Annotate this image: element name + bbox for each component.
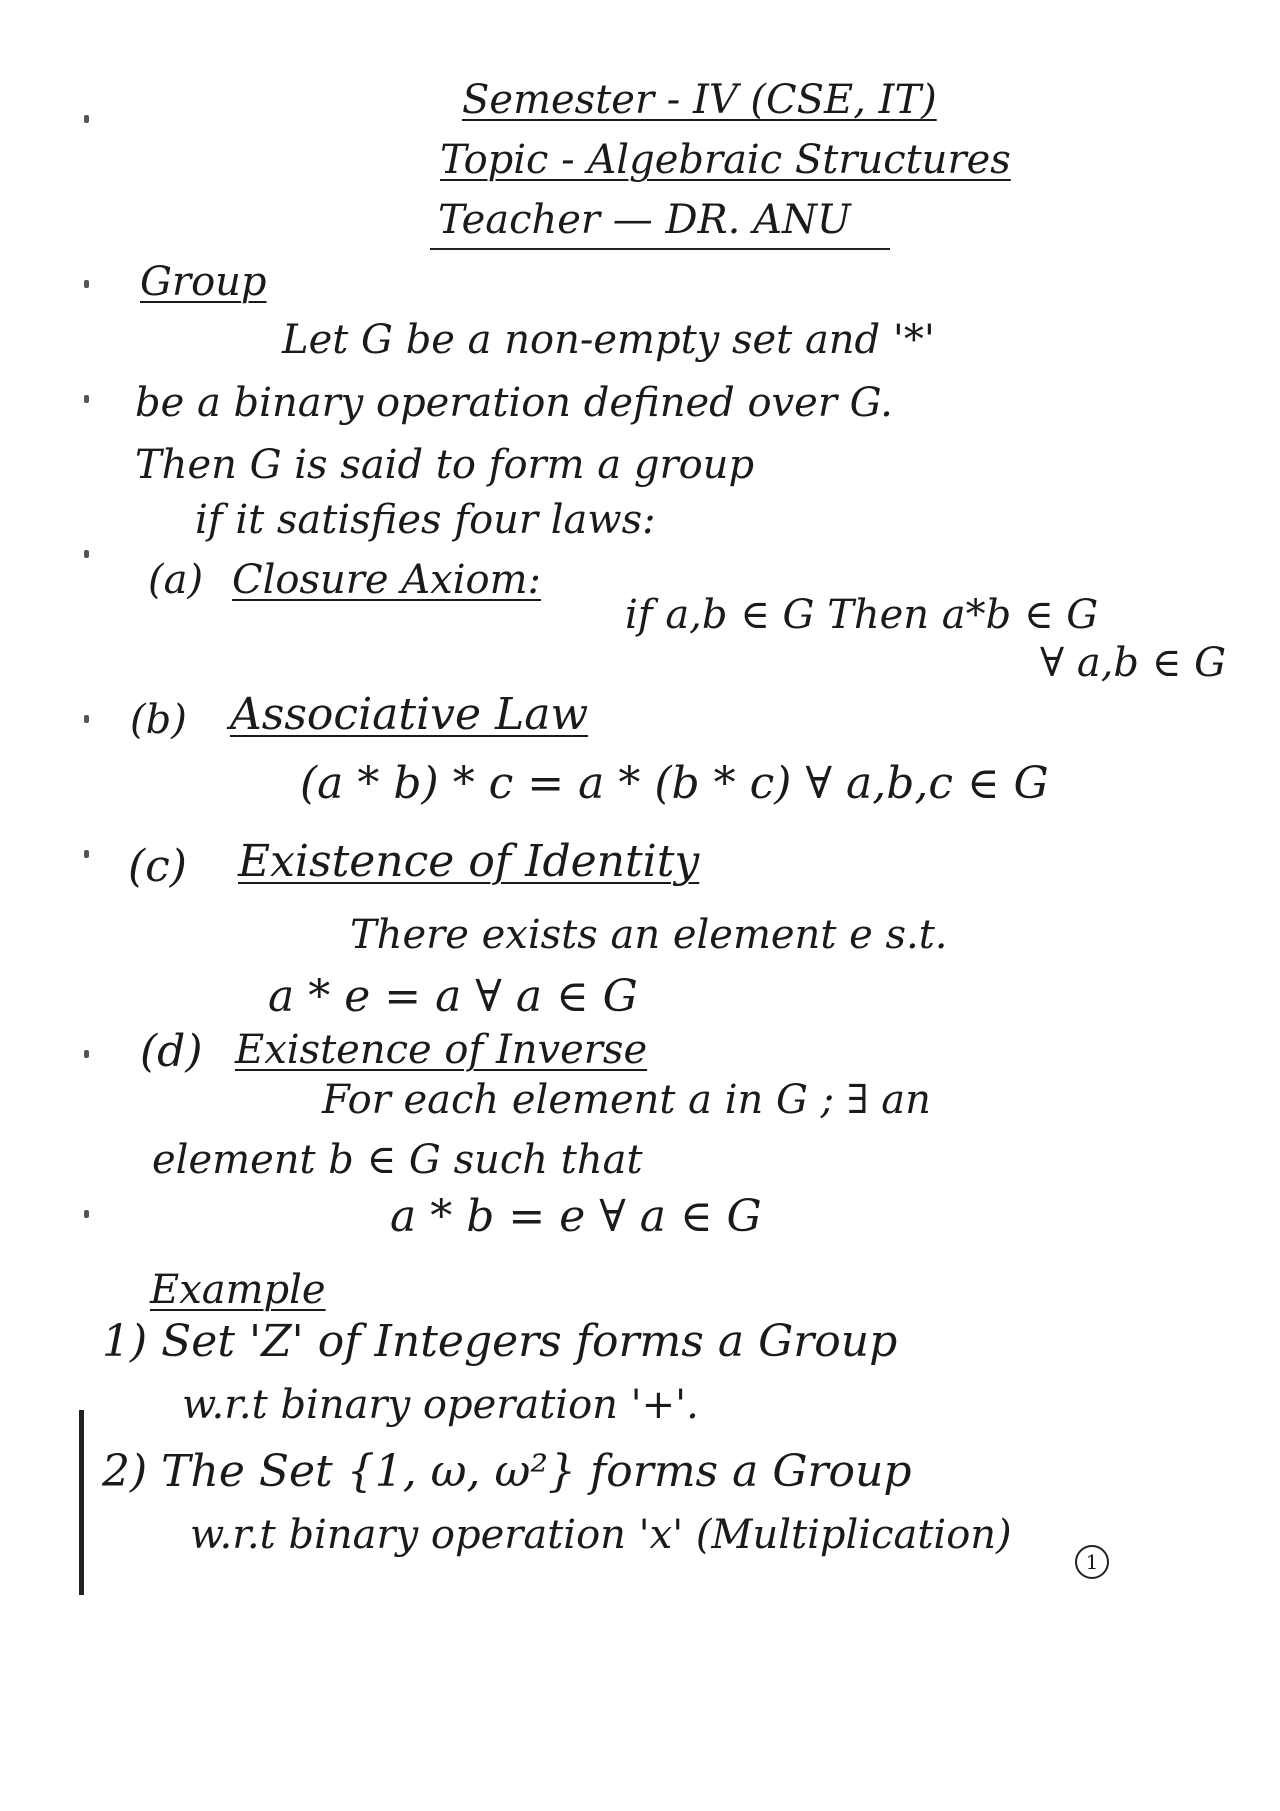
law-d-statement-2: element b ∈ G such that bbox=[152, 1137, 643, 1183]
margin-speck bbox=[84, 550, 89, 558]
law-d-label: (d) bbox=[140, 1026, 203, 1077]
margin-speck bbox=[84, 1050, 89, 1058]
semester-line: Semester - IV (CSE, IT) bbox=[462, 77, 937, 123]
margin-speck bbox=[84, 850, 89, 858]
example-2-line-1: 2) The Set {1, ω, ω²} forms a Group bbox=[102, 1446, 912, 1497]
page-number: 1 bbox=[1075, 1545, 1109, 1579]
section-heading-example: Example bbox=[150, 1267, 326, 1313]
definition-line-4: if it satisfies four laws: bbox=[195, 497, 656, 543]
law-a-label: (a) bbox=[148, 557, 204, 603]
law-c-label: (c) bbox=[128, 841, 187, 892]
topic-line: Topic - Algebraic Structures bbox=[440, 137, 1011, 183]
law-a-title: Closure Axiom: bbox=[232, 557, 542, 603]
law-a-statement: if a,b ∈ G Then a*b ∈ G bbox=[625, 592, 1099, 638]
law-d-title: Existence of Inverse bbox=[235, 1027, 648, 1073]
margin-speck bbox=[84, 1210, 89, 1218]
law-d-equation: a * b = e ∀ a ∈ G bbox=[390, 1191, 762, 1242]
margin-speck bbox=[84, 715, 89, 723]
section-heading-group: Group bbox=[140, 259, 267, 305]
definition-line-2: be a binary operation defined over G. bbox=[135, 380, 893, 426]
definition-line-1: Let G be a non-empty set and '*' bbox=[282, 317, 935, 363]
law-d-statement: For each element a in G ; ∃ an bbox=[322, 1077, 931, 1123]
law-b-equation: (a * b) * c = a * (b * c) ∀ a,b,c ∈ G bbox=[300, 758, 1049, 809]
definition-line-3: Then G is said to form a group bbox=[135, 442, 755, 488]
teacher-line: Teacher — DR. ANU bbox=[438, 197, 851, 243]
margin-speck bbox=[84, 115, 89, 123]
law-b-label: (b) bbox=[130, 697, 187, 743]
law-c-equation: a * e = a ∀ a ∈ G bbox=[268, 971, 638, 1022]
example-1-line-2: w.r.t binary operation '+'. bbox=[182, 1382, 699, 1428]
margin-speck bbox=[84, 395, 89, 403]
law-c-statement: There exists an element e s.t. bbox=[350, 912, 948, 958]
margin-speck bbox=[84, 280, 89, 288]
law-b-title: Associative Law bbox=[230, 689, 589, 740]
header-underline bbox=[430, 248, 890, 250]
example-1-line-1: 1) Set 'Z' of Integers forms a Group bbox=[102, 1316, 898, 1367]
law-a-quantifier: ∀ a,b ∈ G bbox=[1040, 640, 1227, 686]
example-2-line-2: w.r.t binary operation 'x' (Multiplication) bbox=[190, 1512, 1012, 1558]
law-c-title: Existence of Identity bbox=[238, 836, 700, 887]
left-margin-line bbox=[79, 1410, 84, 1595]
